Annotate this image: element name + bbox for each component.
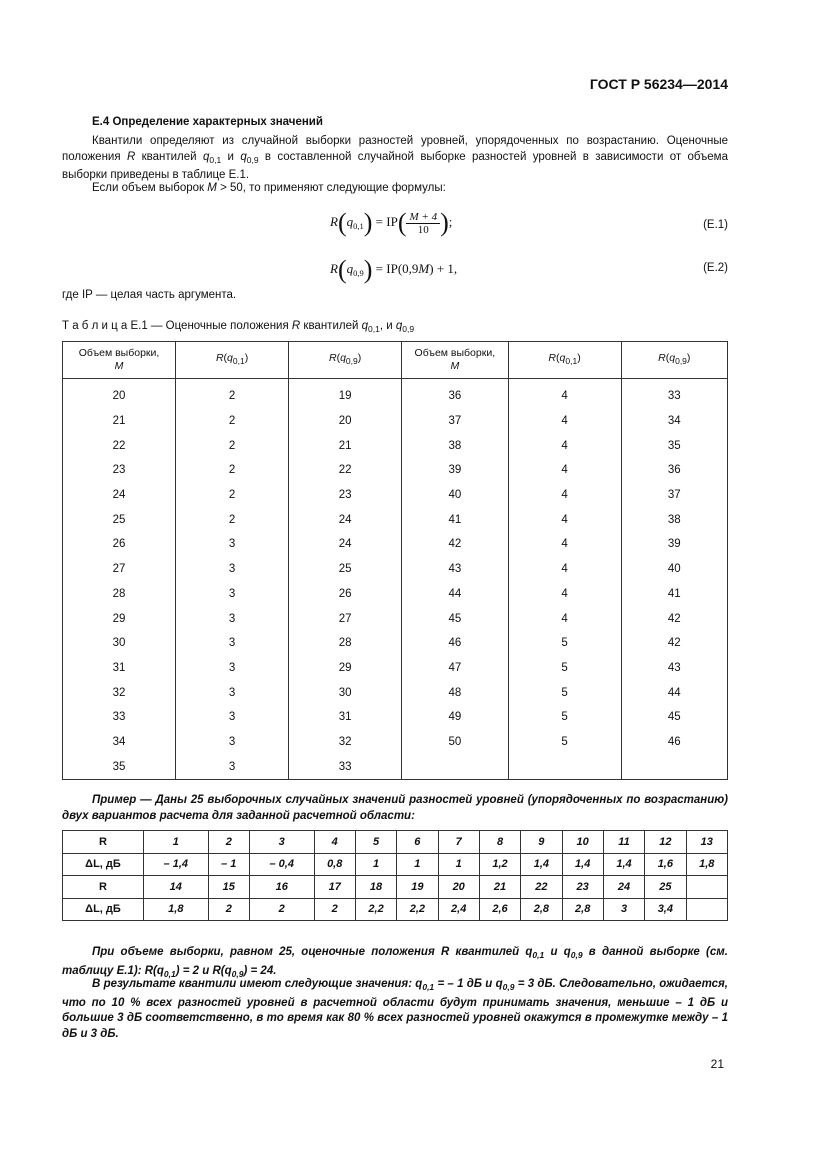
table-cell: 24: [289, 532, 402, 557]
table-row: [63, 606, 728, 631]
table-cell: 3: [176, 656, 289, 681]
table-cell: 22: [289, 458, 402, 483]
table-row: [63, 379, 728, 409]
table-row: [63, 631, 728, 656]
table-cell: 50: [402, 730, 508, 755]
row-label: ΔL, дБ: [63, 898, 144, 921]
quantile-positions-table: [62, 341, 728, 780]
table-row: [63, 831, 728, 854]
row-label: R: [63, 831, 144, 854]
table-cell: 40: [402, 483, 508, 508]
table-cell: 1,8: [686, 853, 728, 876]
table-cell: 30: [289, 680, 402, 705]
table-cell: 26: [63, 532, 176, 557]
table-cell: 49: [402, 705, 508, 730]
result-paragraph-2: В результате квантили имеют следующие значения: $q_{0,1}$ = – 1 дБ и $q_{0,9} = 3$ дБ. Следовательно, ожидается, что по 10 % всех разностей уровней в расчетной области будут принимать значения, меньшие – 1 дБ и большие 3 дБ соответственно, в то время как 80 % всех разностей уровней окажутся в промежутке между – 1 дБ и 3 дБ.: [62, 978, 728, 1040]
section-title: Е.4 Определение характерных значений: [92, 116, 323, 128]
table-cell: 0,8: [314, 853, 355, 876]
table-cell: 1,8: [144, 898, 209, 921]
table-cell: 21: [479, 876, 520, 899]
table-cell: 32: [63, 680, 176, 705]
table-cell: 5: [508, 705, 621, 730]
table-cell: 44: [621, 680, 727, 705]
table-cell: 4: [508, 606, 621, 631]
table-cell: 1: [438, 853, 479, 876]
table-cell: 1: [355, 853, 396, 876]
table-cell: 31: [63, 656, 176, 681]
table-cell: 44: [402, 582, 508, 607]
table-cell: 37: [621, 483, 727, 508]
table-cell: 6: [397, 831, 438, 854]
table-cell: 2,8: [562, 898, 603, 921]
table-cell: 14: [144, 876, 209, 899]
table-row: [63, 557, 728, 582]
paragraph-formulas-intro: Если объем выборок M > 50, то применяют следующие формулы:: [92, 182, 446, 194]
table-cell: [686, 876, 728, 899]
table-cell: – 0,4: [249, 853, 314, 876]
table-cell: 3: [176, 631, 289, 656]
table-row: [63, 409, 728, 434]
table-cell: 2,8: [521, 898, 562, 921]
table-cell: 20: [438, 876, 479, 899]
table-cell: 26: [289, 582, 402, 607]
formula-e1-number: (Е.1): [703, 219, 728, 231]
table-cell: 2,2: [355, 898, 396, 921]
table-cell: 42: [621, 606, 727, 631]
table-cell: 3: [176, 705, 289, 730]
table-cell: 45: [621, 705, 727, 730]
table-cell: – 1: [208, 853, 249, 876]
table-cell: 2: [314, 898, 355, 921]
table-cell: 4: [508, 507, 621, 532]
header-r-q01: $R(q_{0,1})$: [176, 342, 289, 379]
table-cell: 35: [63, 754, 176, 779]
table-row: [63, 483, 728, 508]
formula-e2: $R(q_{0,9}) = IP(0,9M) + 1$,: [330, 255, 458, 284]
table-cell: 4: [508, 379, 621, 409]
table-cell: 2: [176, 433, 289, 458]
table-cell: 4: [508, 532, 621, 557]
table-row: [63, 853, 728, 876]
formula-e2-number: (Е.2): [703, 262, 728, 274]
table-cell: 8: [479, 831, 520, 854]
table-cell: 39: [402, 458, 508, 483]
table-cell: 25: [63, 507, 176, 532]
table-cell: 23: [63, 458, 176, 483]
table-row: [63, 532, 728, 557]
table1-caption: Т а б л и ц а Е.1 — Оценочные положения R квантилей $q_{0,1}$, и $q_{0,9}$: [62, 320, 415, 334]
table-cell: 41: [402, 507, 508, 532]
table-cell: 12: [645, 831, 686, 854]
table-cell: 27: [63, 557, 176, 582]
table-cell: 1,6: [645, 853, 686, 876]
table-cell: 2: [176, 409, 289, 434]
table-cell: – 1,4: [144, 853, 209, 876]
table-cell: 36: [621, 458, 727, 483]
table-cell: 47: [402, 656, 508, 681]
header-sample-size: Объем выборки, M: [63, 342, 176, 379]
table-cell: 1: [144, 831, 209, 854]
table-cell: 25: [645, 876, 686, 899]
table-cell: 42: [621, 631, 727, 656]
table-cell: 2: [176, 458, 289, 483]
table-cell: 41: [621, 582, 727, 607]
table-cell: 20: [63, 379, 176, 409]
table-cell: 22: [521, 876, 562, 899]
table-header-row: [63, 342, 728, 379]
table-cell: 13: [686, 831, 728, 854]
table-cell: 39: [621, 532, 727, 557]
table-cell: 2,2: [397, 898, 438, 921]
table-cell: 42: [402, 532, 508, 557]
table-cell: 3: [603, 898, 644, 921]
table-cell: 5: [508, 730, 621, 755]
table-cell: 1: [397, 853, 438, 876]
table-cell: 33: [63, 705, 176, 730]
table-cell: 23: [562, 876, 603, 899]
table-cell: 16: [249, 876, 314, 899]
table-cell: 5: [508, 680, 621, 705]
table-cell: 5: [508, 631, 621, 656]
table-cell: 3: [176, 532, 289, 557]
table-cell: 19: [397, 876, 438, 899]
table-cell: [402, 754, 508, 779]
table-cell: 22: [63, 433, 176, 458]
table-cell: 5: [508, 656, 621, 681]
table-cell: 19: [289, 379, 402, 409]
table-cell: 3: [176, 557, 289, 582]
table-cell: 18: [355, 876, 396, 899]
table-cell: 37: [402, 409, 508, 434]
table-cell: 21: [289, 433, 402, 458]
table-cell: 4: [508, 483, 621, 508]
table-cell: 1,4: [562, 853, 603, 876]
example-table: [62, 830, 728, 921]
table-cell: 4: [314, 831, 355, 854]
table-cell: 29: [289, 656, 402, 681]
table-row: [63, 680, 728, 705]
table-cell: 3: [176, 582, 289, 607]
row-label: ΔL, дБ: [63, 853, 144, 876]
table-cell: 32: [289, 730, 402, 755]
table-row: [63, 507, 728, 532]
result-paragraph-1: При объеме выборки, равном 25, оценочные положения R квантилей $q_{0,1}$ и $q_{0,9}$ в данной выборке (см. таблицу Е.1): $R(q_{0,1}) = 2$ и $R(q_{0,9}) = 24$.: [62, 946, 728, 979]
table-cell: 33: [289, 754, 402, 779]
formula-e1: $R(q_{0,1}) = IP$( $\frac{M + 4}{10}$ );: [330, 208, 453, 237]
table-cell: 4: [508, 458, 621, 483]
table-cell: 38: [621, 507, 727, 532]
table-cell: 29: [63, 606, 176, 631]
header-sample-size: Объем выборки, M: [402, 342, 508, 379]
table-row: [63, 433, 728, 458]
where-note: где IP — целая часть аргумента.: [62, 289, 237, 301]
table-cell: 2,6: [479, 898, 520, 921]
table-row: [63, 754, 728, 779]
standard-designation: ГОСТ Р 56234—2014: [589, 76, 728, 92]
table-cell: 11: [603, 831, 644, 854]
table-row: [63, 730, 728, 755]
table-cell: 46: [402, 631, 508, 656]
table-cell: 40: [621, 557, 727, 582]
table-cell: 36: [402, 379, 508, 409]
table-cell: [621, 754, 727, 779]
table-cell: 1,4: [521, 853, 562, 876]
table-row: [63, 458, 728, 483]
table-row: [63, 898, 728, 921]
paragraph-quantiles: Квантили определяют из случайной выборки разностей уровней, упорядоченных по возрастанию. Оценочные положения R квантилей $q_{0,1}$ и $q_{0,9}$ в составленной случайной выборке разностей уровней в зависимости от объема выборки приведены в таблице Е.1.: [62, 135, 728, 181]
table-cell: 31: [289, 705, 402, 730]
table-cell: 43: [621, 656, 727, 681]
table-cell: 2: [249, 898, 314, 921]
table-row: [63, 705, 728, 730]
table-cell: 9: [521, 831, 562, 854]
table-row: [63, 656, 728, 681]
table-row: [63, 876, 728, 899]
table-cell: 21: [63, 409, 176, 434]
table-cell: [508, 754, 621, 779]
table-cell: 30: [63, 631, 176, 656]
table-cell: 28: [289, 631, 402, 656]
table-cell: 2: [176, 483, 289, 508]
table-cell: 7: [438, 831, 479, 854]
table-cell: 20: [289, 409, 402, 434]
table-cell: 3: [176, 754, 289, 779]
table-cell: 24: [603, 876, 644, 899]
table-cell: 43: [402, 557, 508, 582]
page-number: 21: [710, 1057, 724, 1071]
table-cell: 27: [289, 606, 402, 631]
table-cell: 15: [208, 876, 249, 899]
table-cell: 3,4: [645, 898, 686, 921]
table-cell: 3: [176, 606, 289, 631]
example-text: Пример — Даны 25 выборочных случайных значений разностей уровней (упорядоченных по возрастанию) двух вариантов расчета для заданной расчетной области:: [62, 794, 728, 822]
table-cell: 4: [508, 582, 621, 607]
table-cell: 24: [289, 507, 402, 532]
table-cell: 34: [621, 409, 727, 434]
table-cell: 35: [621, 433, 727, 458]
table-cell: 2: [208, 831, 249, 854]
table-cell: 2: [176, 507, 289, 532]
table-cell: 2: [208, 898, 249, 921]
table-cell: 28: [63, 582, 176, 607]
table-row: [63, 582, 728, 607]
header-r-q01: $R(q_{0,1})$: [508, 342, 621, 379]
table-cell: 2: [176, 379, 289, 409]
table-cell: 2,4: [438, 898, 479, 921]
table-cell: 23: [289, 483, 402, 508]
table-cell: 45: [402, 606, 508, 631]
table-cell: 25: [289, 557, 402, 582]
table-cell: 10: [562, 831, 603, 854]
row-label: R: [63, 876, 144, 899]
table-cell: 17: [314, 876, 355, 899]
table-cell: 1,4: [603, 853, 644, 876]
table-cell: 4: [508, 557, 621, 582]
header-r-q09: $R(q_{0,9})$: [289, 342, 402, 379]
table-cell: 33: [621, 379, 727, 409]
table-cell: 4: [508, 433, 621, 458]
header-r-q09: $R(q_{0,9})$: [621, 342, 727, 379]
table-cell: 3: [176, 730, 289, 755]
table-cell: 24: [63, 483, 176, 508]
table-cell: 34: [63, 730, 176, 755]
table-cell: 3: [176, 680, 289, 705]
table-cell: 1,2: [479, 853, 520, 876]
table-cell: 4: [508, 409, 621, 434]
table-cell: 46: [621, 730, 727, 755]
table-cell: 48: [402, 680, 508, 705]
table-cell: 38: [402, 433, 508, 458]
table-cell: 5: [355, 831, 396, 854]
table-cell: 3: [249, 831, 314, 854]
table-cell: [686, 898, 728, 921]
